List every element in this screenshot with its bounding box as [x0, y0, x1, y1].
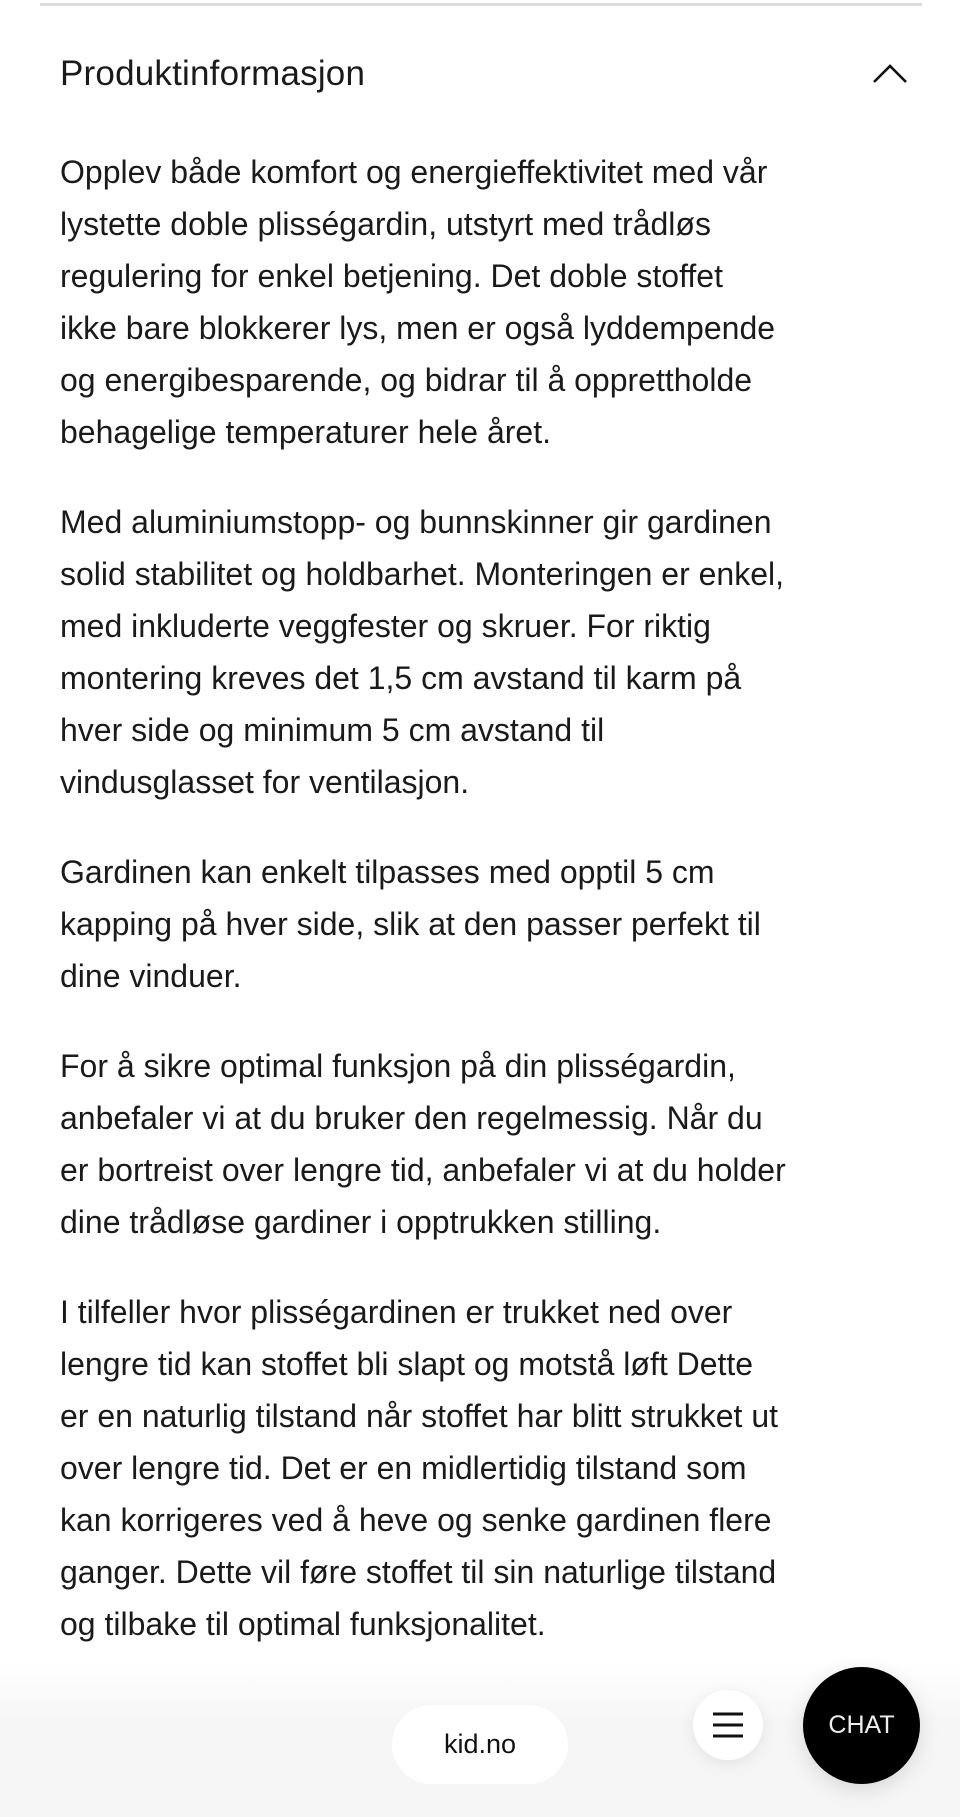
section-title: Produktinformasjon: [60, 54, 366, 93]
menu-button[interactable]: [693, 1690, 763, 1760]
text-line: Opplev både komfort og energieffektivitet med vår: [60, 154, 768, 190]
paragraph: [60, 496, 920, 808]
text-line: ganger. Dette vil føre stoffet til sin naturlige tilstand: [60, 1554, 777, 1590]
product-description: [60, 146, 920, 1688]
text-line: lengre tid kan stoffet bli slapt og motstå løft Dette: [60, 1346, 754, 1382]
text-line: regulering for enkel betjening. Det doble stoffet: [60, 258, 723, 294]
hamburger-icon: [711, 1711, 745, 1739]
text-line: hver side og minimum 5 cm avstand til: [60, 712, 605, 748]
text-line: og tilbake til optimal funksjonalitet.: [60, 1606, 546, 1642]
text-line: montering kreves det 1,5 cm avstand til karm på: [60, 660, 742, 696]
text-line: vindusglasset for ventilasjon.: [60, 764, 470, 800]
text-line: over lengre tid. Det er en midlertidig tilstand som: [60, 1450, 747, 1486]
text-line: og energibesparende, og bidrar til å opprettholde: [60, 362, 753, 398]
text-line: dine trådløse gardiner i opptrukken stilling.: [60, 1204, 662, 1240]
text-line: I tilfeller hvor plisségardinen er trukket ned over: [60, 1294, 733, 1330]
text-line: behagelige temperaturer hele året.: [60, 414, 551, 450]
paragraph: [60, 1040, 920, 1248]
text-line: Gardinen kan enkelt tilpasses med opptil 5 cm: [60, 854, 715, 890]
accordion-header-produktinformasjon[interactable]: [60, 50, 910, 102]
text-line: kapping på hver side, slik at den passer perfekt til: [60, 906, 761, 942]
chat-button[interactable]: CHAT: [803, 1667, 920, 1784]
text-line: er bortreist over lengre tid, anbefaler vi at du holder: [60, 1152, 786, 1188]
text-line: dine vinduer.: [60, 958, 242, 994]
divider: [40, 3, 922, 6]
text-line: anbefaler vi at du bruker den regelmessig. Når du: [60, 1100, 763, 1136]
chevron-up-icon[interactable]: [870, 58, 910, 88]
text-line: ikke bare blokkerer lys, men er også lyddempende: [60, 310, 776, 346]
paragraph: [60, 146, 920, 458]
site-domain-link[interactable]: kid.no: [392, 1705, 568, 1784]
text-line: For å sikre optimal funksjon på din plisségardin,: [60, 1048, 736, 1084]
text-line: kan korrigeres ved å heve og senke gardinen flere: [60, 1502, 772, 1538]
paragraph: [60, 846, 920, 1002]
text-line: er en naturlig tilstand når stoffet har blitt strukket ut: [60, 1398, 778, 1434]
paragraph: [60, 1286, 920, 1650]
text-line: med inkluderte veggfester og skruer. For riktig: [60, 608, 711, 644]
text-line: Med aluminiumstopp- og bunnskinner gir gardinen: [60, 504, 772, 540]
text-line: lystette doble plisségardin, utstyrt med trådløs: [60, 206, 711, 242]
text-line: solid stabilitet og holdbarhet. Monteringen er enkel,: [60, 556, 784, 592]
